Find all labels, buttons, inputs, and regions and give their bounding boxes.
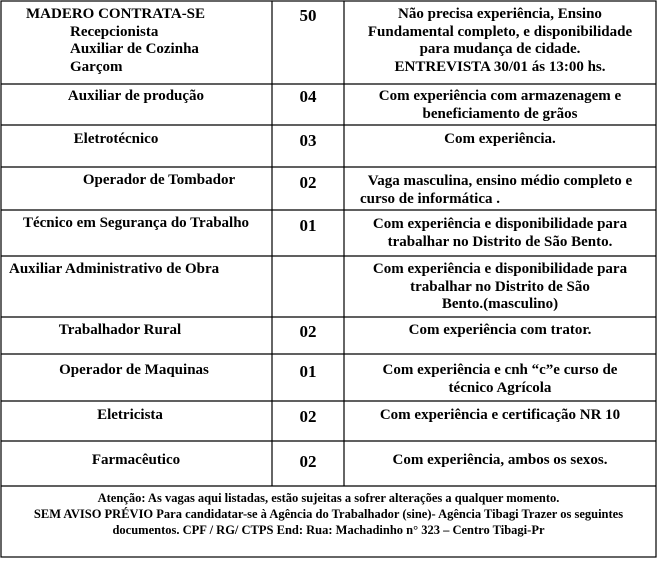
- job-title: Auxiliar de produção: [67, 88, 205, 104]
- requirement-line: trabalhar no Distrito de São Bento.: [387, 233, 613, 250]
- job-quantity: 02: [299, 452, 317, 471]
- requirement-line: beneficiamento de grãos: [422, 105, 578, 122]
- job-quantity: 02: [299, 407, 317, 426]
- job-title: Eletrotécnico: [73, 131, 159, 147]
- requirement-line: Com experiência e disponibilidade para: [372, 216, 628, 232]
- job-title: Técnico em Segurança do Trabalho: [22, 215, 250, 231]
- job-quantity: 01: [299, 362, 317, 381]
- job-title: Eletricista: [97, 407, 163, 423]
- job-requirements: [344, 322, 656, 340]
- requirement-line: ENTREVISTA 30/01 ás 13:00 hs.: [394, 58, 606, 75]
- requirement-line: Com experiência e disponibilidade para: [372, 261, 628, 277]
- company-name: MADERO CONTRATA-SE: [26, 6, 206, 22]
- requirement-line: Com experiência, ambos os sexos.: [392, 452, 608, 468]
- job-title: Trabalhador Rural: [58, 322, 182, 338]
- job-quantity: 04: [299, 87, 317, 106]
- job-title: Farmacêutico: [91, 452, 181, 468]
- requirement-line: Bento.(masculino): [441, 296, 559, 312]
- requirement-line: Não precisa experiência, Ensino: [398, 6, 602, 22]
- footer-notice: SEM AVISO PRÉVIO Para candidatar-se à Agência do Trabalhador (sine)- Agência Tibagi Trazer os seguintes: [33, 507, 624, 521]
- requirement-line: Com experiência e certificação NR 10: [379, 407, 621, 423]
- job-title: Operador de Tombador: [82, 172, 236, 188]
- job-quantity: 01: [299, 216, 317, 235]
- footer-notice: Atenção: As vagas aqui listadas, estão sujeitas a sofrer alterações a qualquer momento.: [97, 491, 560, 505]
- requirement-line: trabalhar no Distrito de São: [410, 278, 590, 295]
- requirement-line: Com experiência.: [444, 131, 556, 147]
- job-requirements: [344, 173, 656, 208]
- company-listing: [6, 6, 268, 76]
- job-title: Operador de Maquinas: [59, 362, 209, 378]
- position-item: Recepcionista: [70, 23, 159, 40]
- job-quantity: 02: [299, 322, 317, 341]
- job-requirements: [344, 216, 656, 251]
- requirement-line: Vaga masculina, ensino médio completo e: [367, 173, 633, 189]
- requirement-line: para mudança de cidade.: [419, 41, 581, 57]
- job-requirements: [344, 131, 656, 149]
- job-quantity: 03: [299, 131, 317, 150]
- position-item: Auxiliar de Cozinha: [70, 41, 199, 57]
- position-item: Garçom: [70, 58, 123, 75]
- job-requirements: [344, 261, 656, 314]
- job-requirements: [344, 452, 656, 470]
- job-title: Auxiliar Administrativo de Obra: [9, 261, 220, 277]
- requirement-line: Fundamental completo, e disponibilidade: [367, 23, 633, 40]
- requirement-line: Com experiência e cnh “c”e curso de: [382, 362, 618, 378]
- header-quantity: 50: [299, 6, 317, 25]
- requirement-line: técnico Agrícola: [448, 379, 552, 396]
- job-requirements: [344, 407, 656, 425]
- job-requirements: [344, 362, 656, 397]
- header-requirements: [344, 6, 656, 76]
- requirement-line: Com experiência com armazenagem e: [378, 88, 622, 104]
- job-requirements: [344, 88, 656, 123]
- footer-notice: documentos. CPF / RG/ CTPS End: Rua: Machadinho n° 323 – Centro Tibagi-Pr: [112, 523, 545, 537]
- job-quantity: 02: [299, 173, 317, 192]
- requirement-line: curso de informática .: [360, 190, 500, 207]
- requirement-line: Com experiência com trator.: [408, 322, 592, 338]
